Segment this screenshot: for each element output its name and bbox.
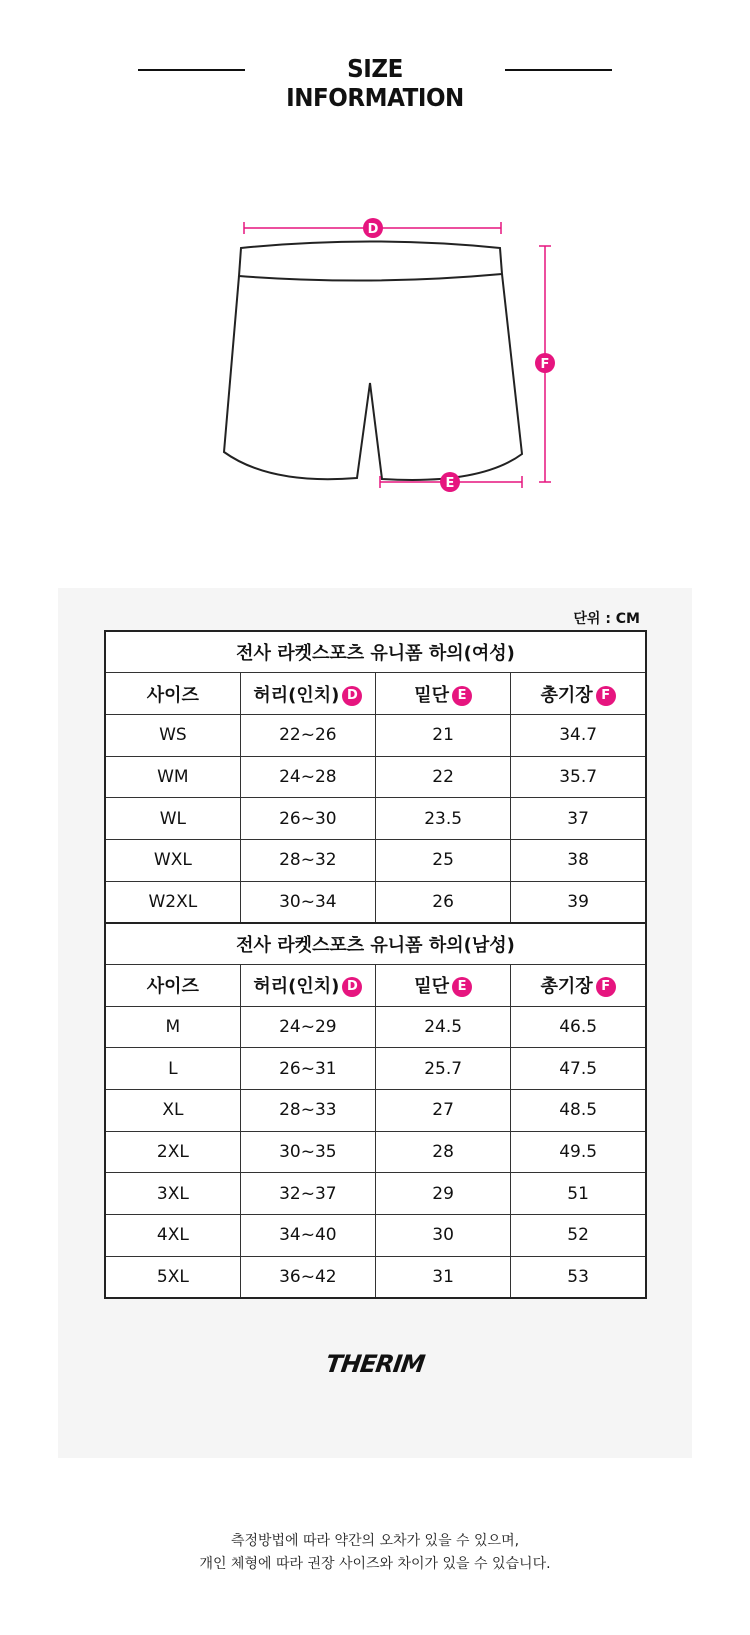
measure-badge: F bbox=[596, 977, 616, 997]
table-row bbox=[105, 839, 646, 881]
measure-badge: D bbox=[342, 977, 362, 997]
table-row bbox=[105, 1090, 646, 1132]
table-cell: WM bbox=[105, 756, 240, 798]
table-cell: WL bbox=[105, 798, 240, 840]
column-header bbox=[240, 673, 375, 715]
column-header-label: 사이즈 bbox=[146, 976, 199, 998]
table-cell: WS bbox=[105, 714, 240, 756]
column-header bbox=[105, 965, 240, 1007]
column-header bbox=[376, 965, 511, 1007]
table-cell: WXL bbox=[105, 839, 240, 881]
table-cell: 26 bbox=[376, 881, 511, 923]
size-chart-panel bbox=[58, 588, 692, 1458]
table-cell: 24~28 bbox=[240, 756, 375, 798]
table-cell: 23.5 bbox=[376, 798, 511, 840]
table-cell: 31 bbox=[376, 1256, 511, 1298]
table-cell: 38 bbox=[511, 839, 646, 881]
table-row bbox=[105, 1048, 646, 1090]
table-cell: 32~37 bbox=[240, 1173, 375, 1215]
shorts-diagram bbox=[0, 200, 750, 540]
measure-badge: D bbox=[342, 686, 362, 706]
section-title: 전사 라켓스포츠 유니폼 하의(남성) bbox=[105, 923, 646, 965]
column-header-label: 사이즈 bbox=[146, 684, 199, 706]
shorts-illustration bbox=[0, 200, 750, 540]
table-cell: 24.5 bbox=[376, 1006, 511, 1048]
brand-logo: THERIM bbox=[323, 1350, 427, 1378]
column-header-label: 밑단 bbox=[414, 976, 450, 998]
table-row bbox=[105, 1173, 646, 1215]
size-table bbox=[104, 630, 647, 1299]
column-header-label: 허리(인치) bbox=[253, 976, 340, 998]
table-cell: 30~34 bbox=[240, 881, 375, 923]
table-cell: 46.5 bbox=[511, 1006, 646, 1048]
table-cell: 21 bbox=[376, 714, 511, 756]
column-header-label: 총기장 bbox=[540, 684, 593, 706]
section-title bbox=[0, 48, 750, 112]
table-cell: 25 bbox=[376, 839, 511, 881]
column-header bbox=[511, 673, 646, 715]
table-row bbox=[105, 1006, 646, 1048]
table-cell: 28 bbox=[376, 1131, 511, 1173]
table-cell: 39 bbox=[511, 881, 646, 923]
section-title: 전사 라켓스포츠 유니폼 하의(여성) bbox=[105, 631, 646, 673]
label-e: E bbox=[445, 476, 455, 491]
title-divider-left bbox=[138, 69, 245, 71]
table-header-row bbox=[105, 673, 646, 715]
table-cell: 24~29 bbox=[240, 1006, 375, 1048]
table-cell: 49.5 bbox=[511, 1131, 646, 1173]
table-cell: 30~35 bbox=[240, 1131, 375, 1173]
table-row bbox=[105, 881, 646, 923]
table-cell: L bbox=[105, 1048, 240, 1090]
table-cell: 30 bbox=[376, 1215, 511, 1257]
measure-badge: F bbox=[596, 686, 616, 706]
table-cell: 53 bbox=[511, 1256, 646, 1298]
table-cell: W2XL bbox=[105, 881, 240, 923]
table-cell: 26~30 bbox=[240, 798, 375, 840]
table-row bbox=[105, 1256, 646, 1298]
table-cell: 22~26 bbox=[240, 714, 375, 756]
column-header bbox=[105, 673, 240, 715]
table-cell: XL bbox=[105, 1090, 240, 1132]
table-cell: 51 bbox=[511, 1173, 646, 1215]
table-cell: 34~40 bbox=[240, 1215, 375, 1257]
table-cell: 4XL bbox=[105, 1215, 240, 1257]
page-title: SIZE INFORMATION bbox=[286, 54, 464, 112]
section-header bbox=[105, 631, 646, 673]
table-cell: 52 bbox=[511, 1215, 646, 1257]
table-row bbox=[105, 756, 646, 798]
table-cell: 22 bbox=[376, 756, 511, 798]
table-cell: 2XL bbox=[105, 1131, 240, 1173]
table-cell: 28~33 bbox=[240, 1090, 375, 1132]
table-row bbox=[105, 1131, 646, 1173]
title-divider-right bbox=[505, 69, 612, 71]
section-header bbox=[105, 923, 646, 965]
table-cell: 34.7 bbox=[511, 714, 646, 756]
table-row bbox=[105, 798, 646, 840]
table-cell: 27 bbox=[376, 1090, 511, 1132]
table-cell: 25.7 bbox=[376, 1048, 511, 1090]
table-header-row bbox=[105, 965, 646, 1007]
label-f: F bbox=[540, 357, 550, 372]
length-measure-line bbox=[535, 246, 555, 482]
label-d: D bbox=[367, 222, 379, 237]
measure-badge: E bbox=[452, 977, 472, 997]
table-cell: 37 bbox=[511, 798, 646, 840]
disclaimer-line-1: 측정방법에 따라 약간의 오차가 있을 수 있으며, bbox=[230, 1533, 520, 1549]
table-cell: 48.5 bbox=[511, 1090, 646, 1132]
table-row bbox=[105, 1215, 646, 1257]
column-header-label: 허리(인치) bbox=[253, 684, 340, 706]
table-cell: 29 bbox=[376, 1173, 511, 1215]
table-cell: M bbox=[105, 1006, 240, 1048]
column-header bbox=[240, 965, 375, 1007]
measure-badge: E bbox=[452, 686, 472, 706]
hem-measure-line bbox=[380, 472, 522, 492]
table-cell: 35.7 bbox=[511, 756, 646, 798]
column-header-label: 총기장 bbox=[540, 976, 593, 998]
column-header bbox=[376, 673, 511, 715]
table-cell: 28~32 bbox=[240, 839, 375, 881]
unit-label: 단위 : CM bbox=[573, 611, 640, 627]
column-header-label: 밑단 bbox=[414, 684, 450, 706]
disclaimer-line-2: 개인 체형에 따라 권장 사이즈와 차이가 있을 수 있습니다. bbox=[199, 1556, 551, 1572]
table-cell: 5XL bbox=[105, 1256, 240, 1298]
column-header bbox=[511, 965, 646, 1007]
table-row bbox=[105, 714, 646, 756]
table-cell: 3XL bbox=[105, 1173, 240, 1215]
waist-measure-line bbox=[244, 218, 501, 238]
table-cell: 47.5 bbox=[511, 1048, 646, 1090]
table-cell: 36~42 bbox=[240, 1256, 375, 1298]
table-cell: 26~31 bbox=[240, 1048, 375, 1090]
